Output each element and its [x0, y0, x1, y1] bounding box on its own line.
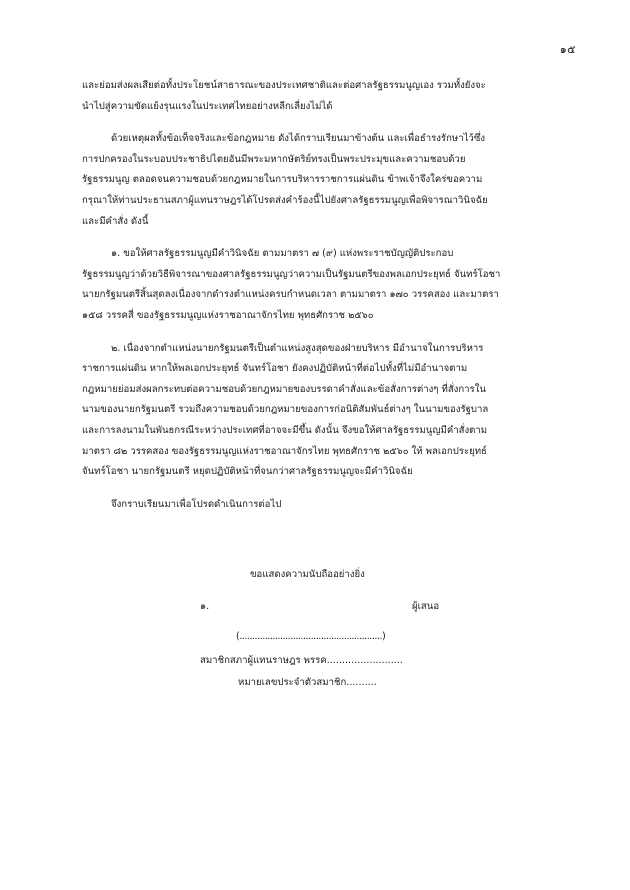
closing-text: จึงกราบเรียนมาเพื่อโปรดดำเนินการต่อไป	[111, 498, 282, 510]
paragraph-intro	[82, 76, 562, 117]
paragraph-item-1	[82, 244, 562, 326]
text-line: และการลงนามในพันธกรณีระหว่างประเทศที่อาจจะมีขึ้น ดังนั้น จึงขอให้ศาลรัฐธรรมนูญมีคำสั่งตาม	[82, 424, 488, 436]
signature-role: ผู้เสนอ	[412, 601, 440, 612]
text-line: กฎหมายย่อมส่งผลกระทบต่อความชอบด้วยกฎหมายของบรรดาคำสั่งและข้อสั่งการต่างๆ ที่สั่งการใน	[82, 383, 486, 395]
signature-mp-line: สมาชิกสภาผู้แทนราษฎร พรรค.........................	[200, 655, 403, 666]
text-line: มาตรา ๘๒ วรรคสอง ของรัฐธรรมนูญแห่งราชอาณาจักรไทย พุทธศักราช ๒๕๖๐ ให้ พลเอกประยุทธ์	[82, 445, 487, 457]
text-line: ๑๕๘ วรรคสี่ ของรัฐธรรมนูญแห่งราชอาณาจักรไทย พุทธศักราช ๒๕๖๐	[82, 309, 374, 321]
text-line: ๑. ขอให้ศาลรัฐธรรมนูญมีคำวินิจฉัย ตามมาตรา ๗ (๙) แห่งพระราชบัญญัติประกอบ	[111, 248, 454, 260]
text-line: ราชการแผ่นดิน หากให้พลเอกประยุทธ์ จันทร์โอชา ยังคงปฏิบัติหน้าที่ต่อไปทั้งที่ไม่มีอำนาจตาม	[82, 363, 468, 375]
signature-number: ๑.	[200, 601, 210, 612]
paragraph-request	[82, 129, 562, 232]
text-line: การปกครองในระบอบประชาธิปไตยอันมีพระมหากษัตริย์ทรงเป็นพระประมุขและความชอบด้วย	[82, 153, 466, 165]
signature-respect: ขอแสดงความนับถืออย่างยิ่ง	[250, 569, 365, 580]
text-line: กรุณาให้ท่านประธานสภาผู้แทนราษฎรได้โปรดส่งคำร้องนี้ไปยังศาลรัฐธรรมนูญเพื่อพิจารณาวินิจฉัย	[82, 194, 488, 206]
signature-member-number: หมายเลขประจำตัวสมาชิก..........	[238, 677, 377, 688]
text-line: จันทร์โอชา นายกรัฐมนตรี หยุดปฏิบัติหน้าที่จนกว่าศาลรัฐธรรมนูญจะมีคำวินิจฉัย	[82, 466, 413, 478]
text-line: รัฐธรรมนูญว่าด้วยวิธีพิจารณาของศาลรัฐธรรมนูญว่าความเป็นรัฐมนตรีของพลเอกประยุทธ์ จันทร์โอชา	[82, 268, 501, 280]
text-line: และมีคำสั่ง ดังนี้	[82, 215, 149, 227]
text-line: นำไปสู่ความขัดแย้งรุนแรงในประเทศไทยอย่างหลีกเลี่ยงไม่ได้	[82, 100, 333, 112]
document-body	[82, 76, 562, 515]
signature-name-placeholder: (........................................................)	[236, 631, 386, 642]
text-line: รัฐธรรมนูญ ตลอดจนความชอบด้วยกฎหมายในการบริหารราชการแผ่นดิน ข้าพเจ้าจึงใคร่ขอความ	[82, 174, 483, 186]
text-line: นายกรัฐมนตรีสิ้นสุดลงเนื่องจากดำรงตำแหน่งครบกำหนดเวลา ตามมาตรา ๑๗๐ วรรคสอง และมาตรา	[82, 289, 499, 301]
page-number: ๑๕	[559, 43, 576, 56]
text-line: ๒. เนื่องจากตำแหน่งนายกรัฐมนตรีเป็นตำแหน่งสูงสุดของฝ่ายบริหาร มีอำนาจในการบริหาร	[111, 342, 484, 354]
text-line: นามของนายกรัฐมนตรี รวมถึงความชอบด้วยกฎหมายของการก่อนิติสัมพันธ์ต่างๆ ในนามของรัฐบาล	[82, 404, 489, 416]
text-line: และย่อมส่งผลเสียต่อทั้งประโยชน์สาธารณะของประเทศชาติและต่อศาลรัฐธรรมนูญเอง รวมทั้งยังจะ	[82, 80, 486, 91]
paragraph-item-2	[82, 339, 562, 483]
text-line: ด้วยเหตุผลทั้งข้อเท็จจริงและข้อกฎหมาย ดังได้กราบเรียนมาข้างต้น และเพื่อธำรงรักษาไว้ซึ่ง	[111, 133, 486, 145]
